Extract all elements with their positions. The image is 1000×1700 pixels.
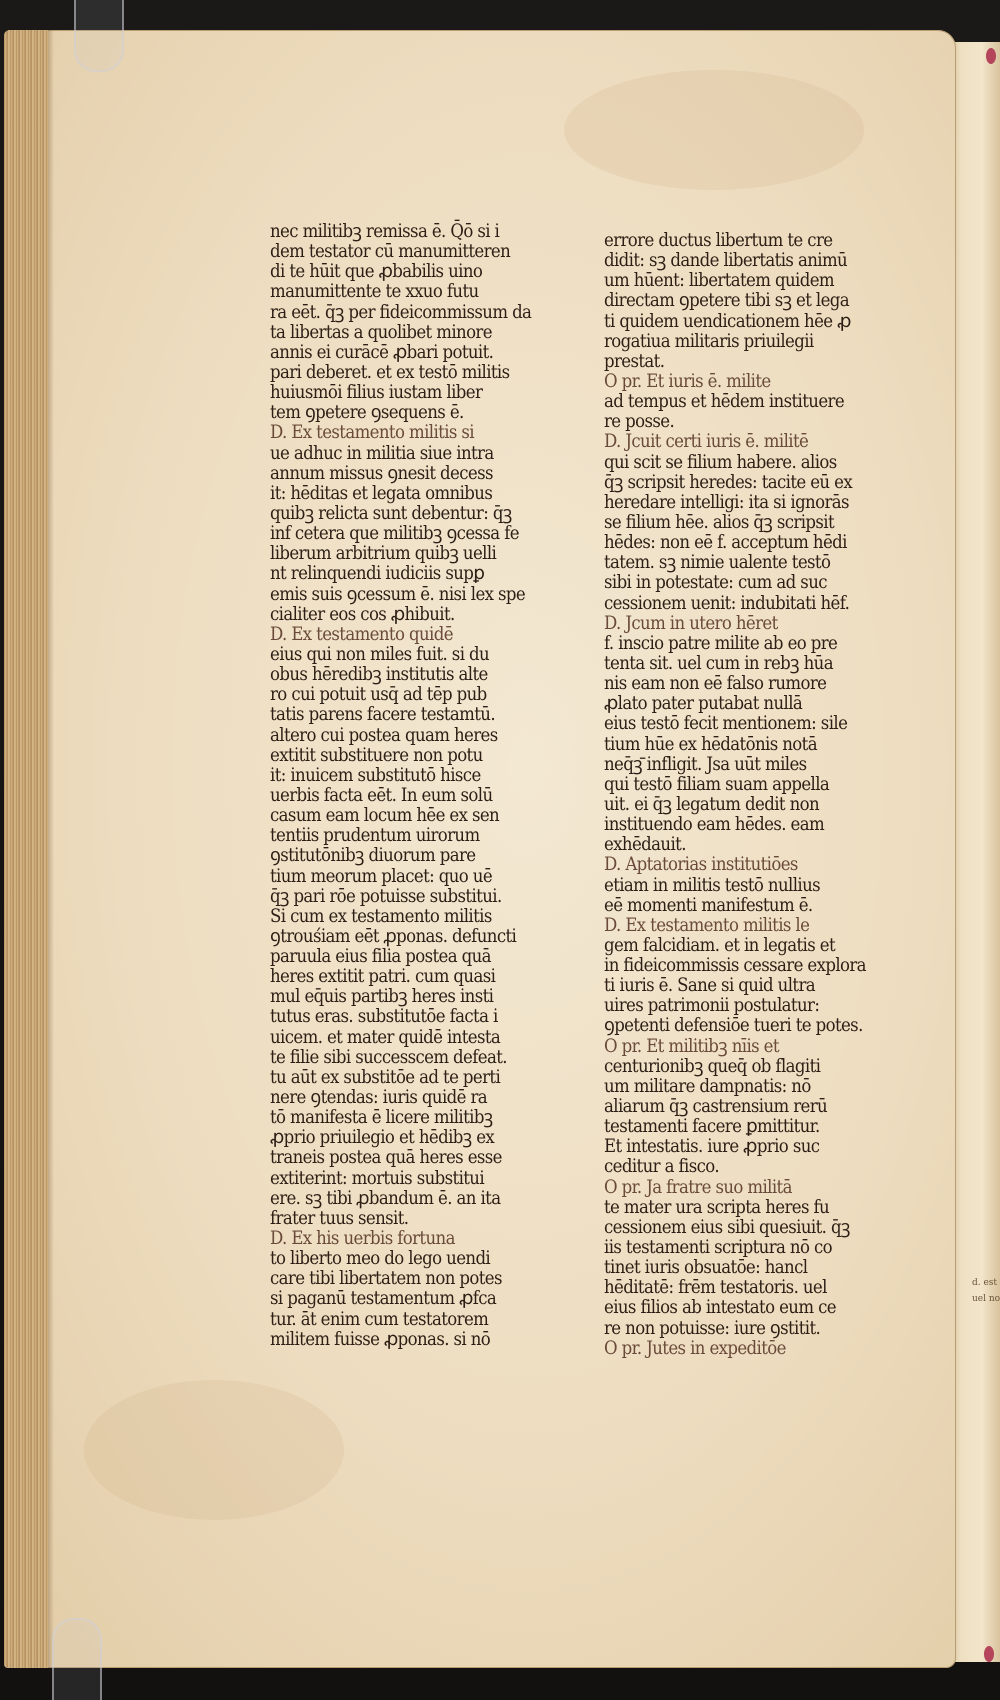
right-column-line: cessionem eius sibi quesiuit. q̄ꝫ <box>604 1216 850 1238</box>
left-column-line: ꝯtrouśiam eēt ꝓponas. defuncti <box>270 925 517 947</box>
binding-thread <box>984 1646 994 1662</box>
right-column-line: D. Jcuit certi iuris ē. militē <box>604 431 809 453</box>
left-column-line: emis suis ꝯcessum ē. nisi lex spe <box>270 583 526 605</box>
parchment-stain <box>564 70 864 190</box>
left-column-line: tem ꝯpetere ꝯsequens ē. <box>270 402 464 424</box>
right-column-line: ꝓlato pater putabat nullā <box>604 693 803 715</box>
right-column-line: ti iuris ē. Sane si quid ultra <box>604 975 816 997</box>
left-column-line: it: hēditas et legata omnibus <box>270 482 493 504</box>
left-column-line: D. Ex his uerbis fortuna <box>270 1228 455 1250</box>
right-column-line: nis eam non eē falso rumore <box>604 673 827 695</box>
right-column-line: ceditur a fisco. <box>604 1156 719 1178</box>
left-column-line: tur. āt enim cum testatorem <box>270 1308 489 1330</box>
right-column-line: in fideicommissis cessare explora <box>604 955 866 977</box>
right-column-line: uit. ei q̄ꝫ legatum dedit non <box>604 793 820 815</box>
left-column-line: si paganū testamentum ꝓfca <box>270 1288 497 1310</box>
right-column-line: eē momenti manifestum ē. <box>604 894 813 916</box>
right-column-line: etiam in militis testō nullius <box>604 874 821 896</box>
right-column-line: testamenti facere ꝑmittitur. <box>604 1116 820 1138</box>
left-column-line: casum eam locum hēe ex sen <box>270 805 500 827</box>
right-column-line: se filium hēe. alios q̄ꝫ scripsit <box>604 511 834 533</box>
right-column-line: tium hūe ex hēdatōnis notā <box>604 733 817 755</box>
manuscript-page <box>4 30 956 1668</box>
right-column-line: heredare intelligi: ita si ignorās <box>604 491 849 513</box>
left-column-line: quibꝫ relicta sunt debentur: q̄ꝫ <box>270 502 512 524</box>
text-column-right <box>604 231 904 1359</box>
left-column-line: eius qui non miles fuit. si du <box>270 643 490 665</box>
right-column-line: aliarum q̄ꝫ castrensium rerū <box>604 1096 828 1118</box>
right-column-line: uires patrimonii postulatur: <box>604 995 820 1017</box>
right-column-line: qui testō filiam suam appella <box>604 773 830 795</box>
right-column-line: instituendo eam hēdes. eam <box>604 814 825 836</box>
right-column-line: centurionibꝫ queq̄ ob flagiti <box>604 1055 821 1077</box>
right-column-line: prestat. <box>604 350 665 372</box>
page-clamp-bottom <box>52 1618 102 1700</box>
left-column-line: tutus eras. substitutōe facta i <box>270 1006 498 1028</box>
margin-note: uel no <box>972 1294 1000 1304</box>
left-column-line: tium meorum placet: quo uē <box>270 865 493 887</box>
left-column-line: annum missus ꝯnesit decess <box>270 462 493 484</box>
right-column-line: um hūent: libertatem quidem <box>604 270 834 292</box>
right-column-line: D. Jcum in utero hēret <box>604 612 778 634</box>
left-column-line: tentiis prudentum uirorum <box>270 825 480 847</box>
left-column-line: ꝓprio priuilegio et hēdibꝫ ex <box>270 1127 495 1149</box>
right-column-line: didit: sꝫ dande libertatis animū <box>604 250 848 272</box>
right-column-line: iis testamenti scriptura nō co <box>604 1237 833 1259</box>
left-column-line: uicem. et mater quidē intesta <box>270 1026 501 1048</box>
left-column-line: to liberto meo do lego uendi <box>270 1248 491 1270</box>
right-column-line: O pr. Jutes in expeditōe <box>604 1337 786 1359</box>
right-column-line: ꝯpetenti defensiōe tueri te potes. <box>604 1015 863 1037</box>
left-column-line: inf cetera que militibꝫ ꝯcessa fe <box>270 523 519 545</box>
left-column-line: Si cum ex testamento militis <box>270 905 492 927</box>
left-column-line: militem fuisse ꝓponas. si nō <box>270 1328 491 1350</box>
right-column-line: re posse. <box>604 411 675 433</box>
left-column-line: dem testator cū manumitteren <box>270 241 511 263</box>
left-column-line: tō manifesta ē licere militibꝫ <box>270 1107 493 1129</box>
right-column-line: sibi in potestate: cum ad suc <box>604 572 827 594</box>
left-column-line: extiterint: mortuis substitui <box>270 1167 485 1189</box>
right-column-line: eius filios ab intestato eum ce <box>604 1297 836 1319</box>
left-column-line: tu aūt ex substitōe ad te perti <box>270 1066 501 1088</box>
right-column-line: O pr. Et iuris ē. milite <box>604 370 771 392</box>
left-column-line: ra eēt. q̄ꝫ per fideicommissum da <box>270 301 532 323</box>
left-column-line: it: inuicem substitutō hisce <box>270 764 481 786</box>
left-column-line: pari deberet. et ex testō militis <box>270 361 510 383</box>
right-column-line: ad tempus et hēdem instituere <box>604 391 845 413</box>
right-column-line: te mater ura scripta heres fu <box>604 1196 830 1218</box>
left-column-line: liberum arbitrium quibꝫ uelli <box>270 543 497 565</box>
left-column-line: nere ꝯtendas: iuris quidē ra <box>270 1087 488 1109</box>
right-column-line: tinet iuris obsuatōe: hancl <box>604 1257 808 1279</box>
page-edges <box>4 30 48 1668</box>
left-column-line: D. Ex testamento quidē <box>270 623 453 645</box>
left-column-line: heres extitit patri. cum quasi <box>270 966 496 988</box>
right-column-line: ti quidem uendicationem hēe ꝓ <box>604 310 851 332</box>
page-clamp-top <box>74 0 124 72</box>
right-column-line: O pr. Et militibꝫ nīis et <box>604 1035 779 1057</box>
left-column-line: nt relinquendi iudiciis supꝑ <box>270 563 485 585</box>
right-column-line: gem falcidiam. et in legatis et <box>604 934 835 956</box>
right-column-line: qui scit se filium habere. alios <box>604 451 837 473</box>
right-column-line: D. Aptatorias institutiōes <box>604 854 798 876</box>
right-column-line: q̄ꝫ scripsit heredes: tacite eū ex <box>604 471 853 493</box>
left-column-line: huiusmōi filius iustam liber <box>270 382 483 404</box>
left-column-line: di te hūit que ꝓbabilis uino <box>270 261 483 283</box>
left-column-line: extitit substituere non potu <box>270 744 483 766</box>
right-column-line: directam ꝯpetere tibi sꝫ et lega <box>604 290 850 312</box>
left-column-line: ere. sꝫ tibi ꝓbandum ē. an ita <box>270 1187 501 1209</box>
right-column-line: tenta sit. uel cum in rebꝫ hūa <box>604 652 833 674</box>
right-column-line: hēditatē: frēm testatoris. uel <box>604 1277 827 1299</box>
right-column-line: hēdes: non eē f. acceptum hēdi <box>604 532 847 554</box>
right-column-line: re non potuisse: iure ꝯstitit. <box>604 1317 821 1339</box>
right-column-line: exhēdauit. <box>604 834 686 856</box>
left-column-line: annis ei curācē ꝓbari potuit. <box>270 341 494 363</box>
left-column-line: D. Ex testamento militis si <box>270 422 474 444</box>
parchment-stain <box>84 1380 344 1520</box>
margin-note: d. est <box>972 1278 998 1288</box>
right-column-line: tatem. sꝫ nimie ualente testō <box>604 552 831 574</box>
right-column-line: Et intestatis. iure ꝓprio suc <box>604 1136 820 1158</box>
right-column-line: rogatiua militaris priuilegii <box>604 330 814 352</box>
left-column-line: ue adhuc in militia siue intra <box>270 442 494 464</box>
left-column-line: manumittente te xxuo futu <box>270 281 479 303</box>
left-column-line: paruula eius filia postea quā <box>270 946 491 968</box>
left-column-line: cialiter eos cos ꝓhibuit. <box>270 603 455 625</box>
right-column-line: f. inscio patre milite ab eo pre <box>604 632 838 654</box>
right-column-line: um militare dampnatis: nō <box>604 1075 811 1097</box>
left-column-line: nec militibꝫ remissa ē. Q̄ō si i <box>270 221 500 242</box>
left-column-line: care tibi libertatem non potes <box>270 1268 502 1290</box>
left-column-line: mul eq̄uis partibꝫ heres insti <box>270 986 494 1008</box>
right-column-line: D. Ex testamento militis le <box>604 914 810 936</box>
left-column-line: tatis parens facere testamtū. <box>270 704 495 726</box>
left-column-line: uerbis facta eēt. In eum solū <box>270 784 493 806</box>
right-column-line: errore ductus libertum te cre <box>604 230 833 251</box>
left-column-line: frater tuus sensit. <box>270 1207 409 1229</box>
left-column-line: q̄ꝫ pari rōe potuisse substitui. <box>270 885 502 907</box>
right-column-line: neq̄ꝫ̄ infligit. Jsa uūt miles <box>604 753 807 775</box>
binding-thread <box>986 48 996 64</box>
left-column-line: altero cui postea quam heres <box>270 724 498 746</box>
text-column-left <box>270 222 570 1350</box>
left-column-line: te filie sibi successcem defeat. <box>270 1046 507 1068</box>
left-column-line: ro cui potuit usq̄ ad tēp pub <box>270 684 487 706</box>
right-column-line: cessionem uenit: indubitati hēf. <box>604 592 850 614</box>
right-column-line: O pr. Ja fratre suo militā <box>604 1176 792 1198</box>
left-column-line: ta libertas a quolibet minore <box>270 321 492 343</box>
right-column-line: eius testō fecit mentionem: sile <box>604 713 848 735</box>
left-column-line: ꝯstitutōnibꝫ diuorum pare <box>270 845 476 867</box>
left-column-line: obus hēredibꝫ institutis alte <box>270 664 488 686</box>
left-column-line: traneis postea quā heres esse <box>270 1147 502 1169</box>
